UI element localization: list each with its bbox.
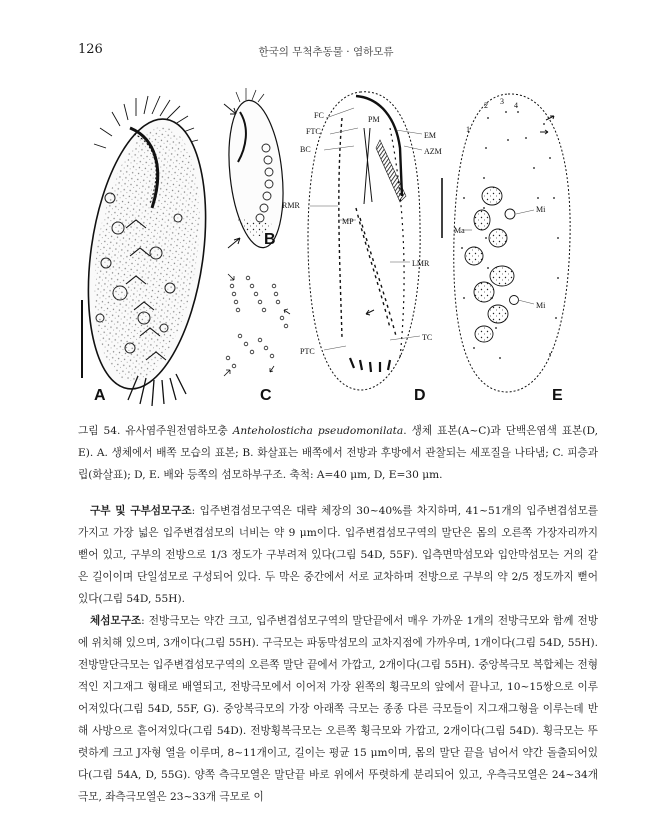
panel-letter-b: B <box>264 231 276 248</box>
label-kinety-2: 2 <box>484 101 488 110</box>
caption-rest: . 생체 표본(A~C)과 단백은염색 표본(D, E). A. 생체에서 배쪽 모습의 표본; B. 화살표는 배쪽에서 전방과 후방에서 관찰되는 세포질을 나타냄; C. 피층과립(화살표); D, E. 배와 등쪽의 섬모하부구조. 축척: A=40 μm, D, E=30 μm. <box>78 425 598 481</box>
label-ptc: PTC <box>300 347 315 356</box>
panel-b-cell <box>222 88 289 250</box>
panel-d-cell <box>308 92 422 390</box>
panel-a-cell <box>73 96 222 406</box>
page-number: 126 <box>78 42 103 57</box>
paragraph-somatic-text: : 전방극모는 약간 크고, 입주변겹섬모구역의 말단끝에서 매우 가까운 1개의 전방극모와 함께 전방에 위치해 있으며, 3개이다(그림 55H). 구극모는 파동막섬모의 교차지점에 가까우며, 1개이다(그림 54D, 55H). 전방말단극모는 입주변겹섬모구역의 오른쪽 말단 끝에서 가깝고, 2개이다(그림 55H). 중앙복극모 복합체는 전형적인 지그재그 형태로 배열되고, 전방극모에서 이어져 가장 왼쪽의 횡극모의 앞에서 끝나고, 10~15쌍으로 이루어져있다(그림 54D, 55F, G). 중앙복극모의 가장 아래쪽 극모는 종종 다른 극모들이 지그재그형을 이루는데 반해 사방으로 흩어져있다(그림 54D). 전방횡복극모는 오른쪽 횡극모와 가깝고, 2개이다(그림 54D). 횡극모는 뚜렷하게 크고 J자형 열을 이루며, 8~11개이고, 길이는 평균 15 μm이며, 몸의 말단 끝을 넘어서 약간 돌출되어있다(그림 54A, D, 55G). 양쪽 측극모열은 말단끝 바로 위에서 뚜렷하게 분리되어 있고, 우측극모열은 24~34개 극모, 좌측극모열은 23~33개 극모로 이 <box>78 615 598 803</box>
figure-54 <box>60 78 600 410</box>
caption-species: Anteholosticha pseudomonilata <box>232 425 404 437</box>
panel-letter-d: D <box>414 387 426 404</box>
label-pm: PM <box>368 115 380 124</box>
panel-letter-a: A <box>94 387 106 404</box>
panel-e-cell <box>454 94 570 392</box>
label-ftc: FTC <box>306 127 321 136</box>
label-tc: TC <box>422 333 433 342</box>
paragraph-oral-lead: 구부 및 구부섬모구조 <box>90 505 192 517</box>
label-lmr: LMR <box>412 259 430 268</box>
label-kinety-1: 1 <box>466 125 470 134</box>
panel-c-granules <box>224 274 290 376</box>
paragraph-somatic-lead: 체섬모구조 <box>90 615 142 627</box>
label-em: EM <box>424 131 436 140</box>
label-mp: MP <box>342 217 354 226</box>
label-mi-2: Mi <box>536 301 546 310</box>
label-kinety-3: 3 <box>500 97 504 106</box>
label-kinety-4: 4 <box>514 101 518 110</box>
paragraph-oral <box>78 500 598 610</box>
running-head: 한국의 무척추동물 · 염하모류 <box>258 46 394 58</box>
label-bc: BC <box>300 145 311 154</box>
caption-prefix: 그림 54. 유사염주원전염하모충 <box>78 425 233 437</box>
label-rmr: RMR <box>282 201 300 210</box>
label-fc: FC <box>314 111 324 120</box>
paragraph-somatic <box>78 610 598 808</box>
paragraph-oral-text: : 입주변겹섬모구역은 대략 체장의 30~40%를 차지하며, 41~51개의 입주변겹섬모를 가지고 가장 넓은 입주변겹섬모의 너비는 약 9 μm이다. 입주변겹섬모구역의 말단은 몸의 오른쪽 가장자리까지 뻗어 있고, 구부의 전방으로 1/3 정도가 구부려져 있다(그림 54D, 55F). 입측면막섬모와 입안막섬모는 거의 같은 길이이며 단일섬모로 구성되어 있다. 두 막은 중간에서 서로 교차하며 전방으로 구부의 약 2/5 정도까지 뻗어있다(그림 54D, 55H). <box>78 505 598 605</box>
label-azm: AZM <box>424 147 442 156</box>
figure-illustration <box>60 78 600 410</box>
label-ma: Ma <box>454 226 465 235</box>
panel-letter-e: E <box>552 387 563 404</box>
panel-letter-c: C <box>260 387 272 404</box>
figure-caption <box>78 420 598 486</box>
body-text <box>78 500 598 808</box>
label-mi-1: Mi <box>536 205 546 214</box>
